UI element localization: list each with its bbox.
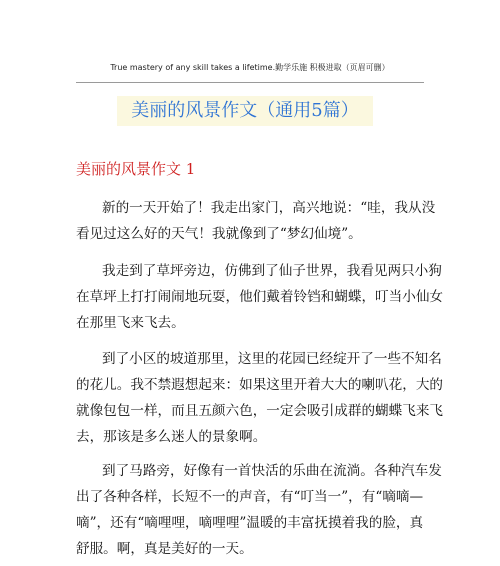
paragraph-line: 出了各种各样，长短不一的声音，有“叮当一”，有“嘀嘀— xyxy=(76,489,424,505)
section-heading: 美丽的风景作文 1 xyxy=(76,160,196,178)
document-title: 美丽的风景作文（通用5篇） xyxy=(117,96,373,126)
paragraph-line: 去，那该是多么迷人的景象啊。 xyxy=(76,429,267,445)
paragraph-line: 新的一天开始了！我走出家门，高兴地说：“哇，我从没 xyxy=(102,200,436,216)
paragraph-line: 在那里飞来飞去。 xyxy=(76,315,185,331)
paragraph-line: 的花儿。我不禁遐想起来：如果这里开着大大的喇叭花，大的 xyxy=(76,377,444,393)
paragraph-2 xyxy=(76,258,444,336)
paragraph-4 xyxy=(76,458,442,562)
paragraph-1 xyxy=(76,195,436,247)
paragraph-line: 嘀”，还有“嘀哩哩，嘀哩哩”温暖的丰富抚摸着我的脸，真 xyxy=(76,515,424,531)
paragraph-line: 到了马路旁，好像有一首快活的乐曲在流淌。各种汽车发 xyxy=(102,463,442,479)
page-header-text: True mastery of any skill takes a lifetime.勤学乐施 积极进取（页眉可删） xyxy=(110,63,390,72)
paragraph-line: 在草坪上打打闹闹地玩耍，他们戴着铃铛和蝴蝶，叮当小仙女 xyxy=(76,289,444,305)
paragraph-line: 我走到了草坪旁边，仿佛到了仙子世界，我看见两只小狗 xyxy=(102,263,442,279)
paragraph-line: 看见过这么好的天气！我就像到了“梦幻仙境”。 xyxy=(76,226,362,242)
paragraph-3 xyxy=(76,346,444,450)
header-divider xyxy=(76,82,424,83)
paragraph-line: 舒服。啊，真是美好的一天。 xyxy=(76,541,253,557)
paragraph-line: 到了小区的坡道那里，这里的花园已经绽开了一些不知名 xyxy=(102,351,442,367)
paragraph-line: 就像包包一样，而且五颜六色，一定会吸引成群的蝴蝶飞来飞 xyxy=(76,403,444,419)
